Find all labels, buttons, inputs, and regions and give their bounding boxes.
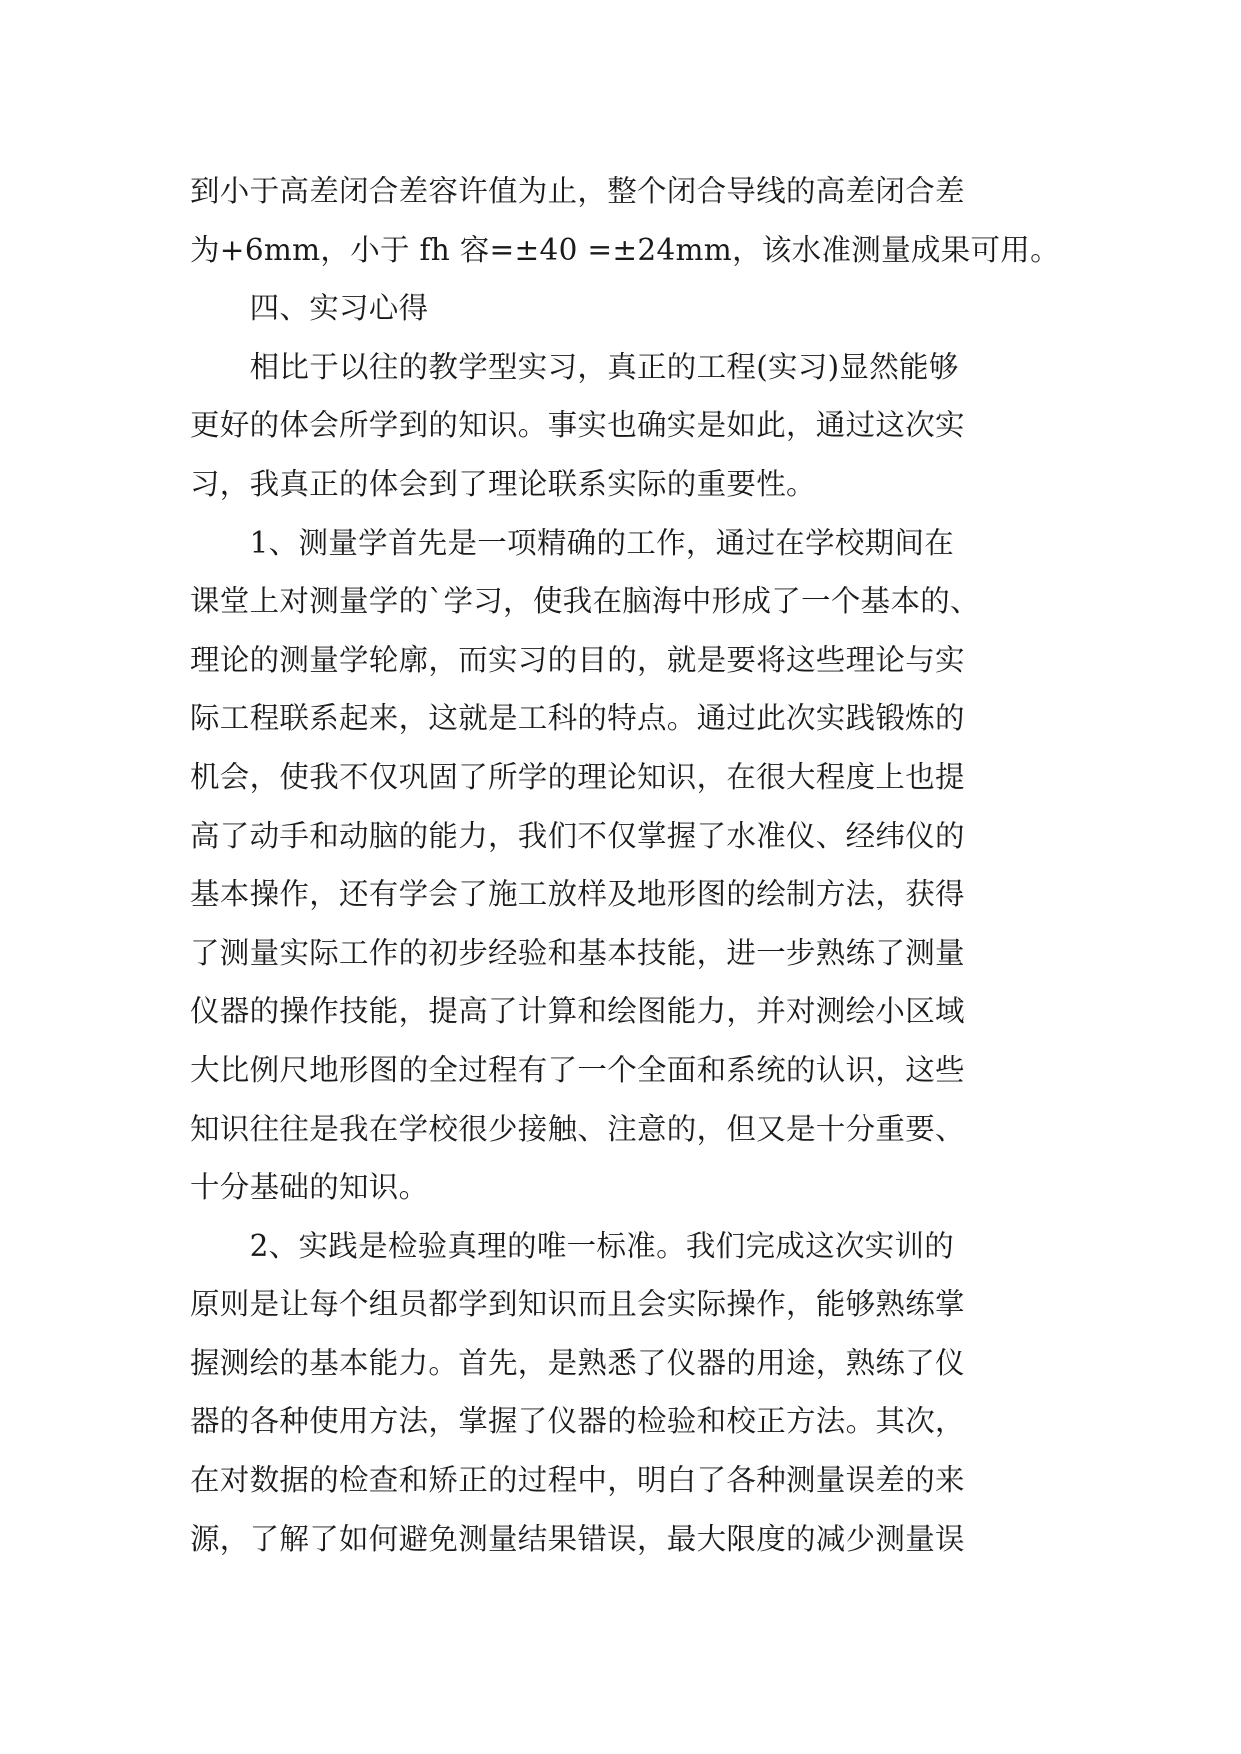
text-line: 知识往往是我在学校很少接触、注意的，但又是十分重要、 xyxy=(190,1111,965,1146)
text-line: 在对数据的检查和矫正的过程中，明白了各种测量误差的来 xyxy=(190,1463,965,1498)
text-line: 了测量实际工作的初步经验和基本技能，进一步熟练了测量 xyxy=(190,935,965,970)
text-line: 十分基础的知识。 xyxy=(190,1170,429,1205)
text-line: 习，我真正的体会到了理论联系实际的重要性。 xyxy=(190,466,816,501)
text-line: 更好的体会所学到的知识。事实也确实是如此，通过这次实 xyxy=(190,408,965,443)
text-line: 课堂上对测量学的`学习，使我在脑海中形成了一个基本的、 xyxy=(190,584,980,619)
text-line: 际工程联系起来，这就是工科的特点。通过此次实践锻炼的 xyxy=(190,701,965,736)
text-line: 到小于高差闭合差容许值为止，整个闭合导线的高差闭合差 xyxy=(190,174,965,208)
text-line: 仪器的操作技能，提高了计算和绘图能力，并对测绘小区域 xyxy=(190,994,965,1029)
text-line: 2、实践是检验真理的唯一标准。我们完成这次实训的 xyxy=(190,1228,955,1263)
text-line: 相比于以往的教学型实习，真正的工程(实习)显然能够 xyxy=(190,349,959,384)
text-line: 基本操作，还有学会了施工放样及地形图的绘制方法，获得 xyxy=(190,877,965,912)
body-text xyxy=(190,162,1070,1568)
section-heading: 四、实习心得 xyxy=(190,291,429,326)
text-line: 大比例尺地形图的全过程有了一个全面和系统的认识，这些 xyxy=(190,1052,965,1087)
text-line: 为+6mm，小于 fh 容=±40 =±24mm，该水准测量成果可用。 xyxy=(190,232,1060,267)
text-line: 1、测量学首先是一项精确的工作，通过在学校期间在 xyxy=(190,525,955,560)
text-line: 机会，使我不仅巩固了所学的理论知识，在很大程度上也提 xyxy=(190,759,965,794)
text-line: 理论的测量学轮廓，而实习的目的，就是要将这些理论与实 xyxy=(190,642,965,677)
text-line: 握测绘的基本能力。首先，是熟悉了仪器的用途，熟练了仪 xyxy=(190,1345,965,1380)
text-line: 高了动手和动脑的能力，我们不仅掌握了水准仪、经纬仪的 xyxy=(190,818,965,853)
text-line: 原则是让每个组员都学到知识而且会实际操作，能够熟练掌 xyxy=(190,1287,965,1322)
text-line: 源，了解了如何避免测量结果错误，最大限度的减少测量误 xyxy=(190,1521,965,1556)
text-line: 器的各种使用方法，掌握了仪器的检验和校正方法。其次， xyxy=(190,1404,965,1439)
